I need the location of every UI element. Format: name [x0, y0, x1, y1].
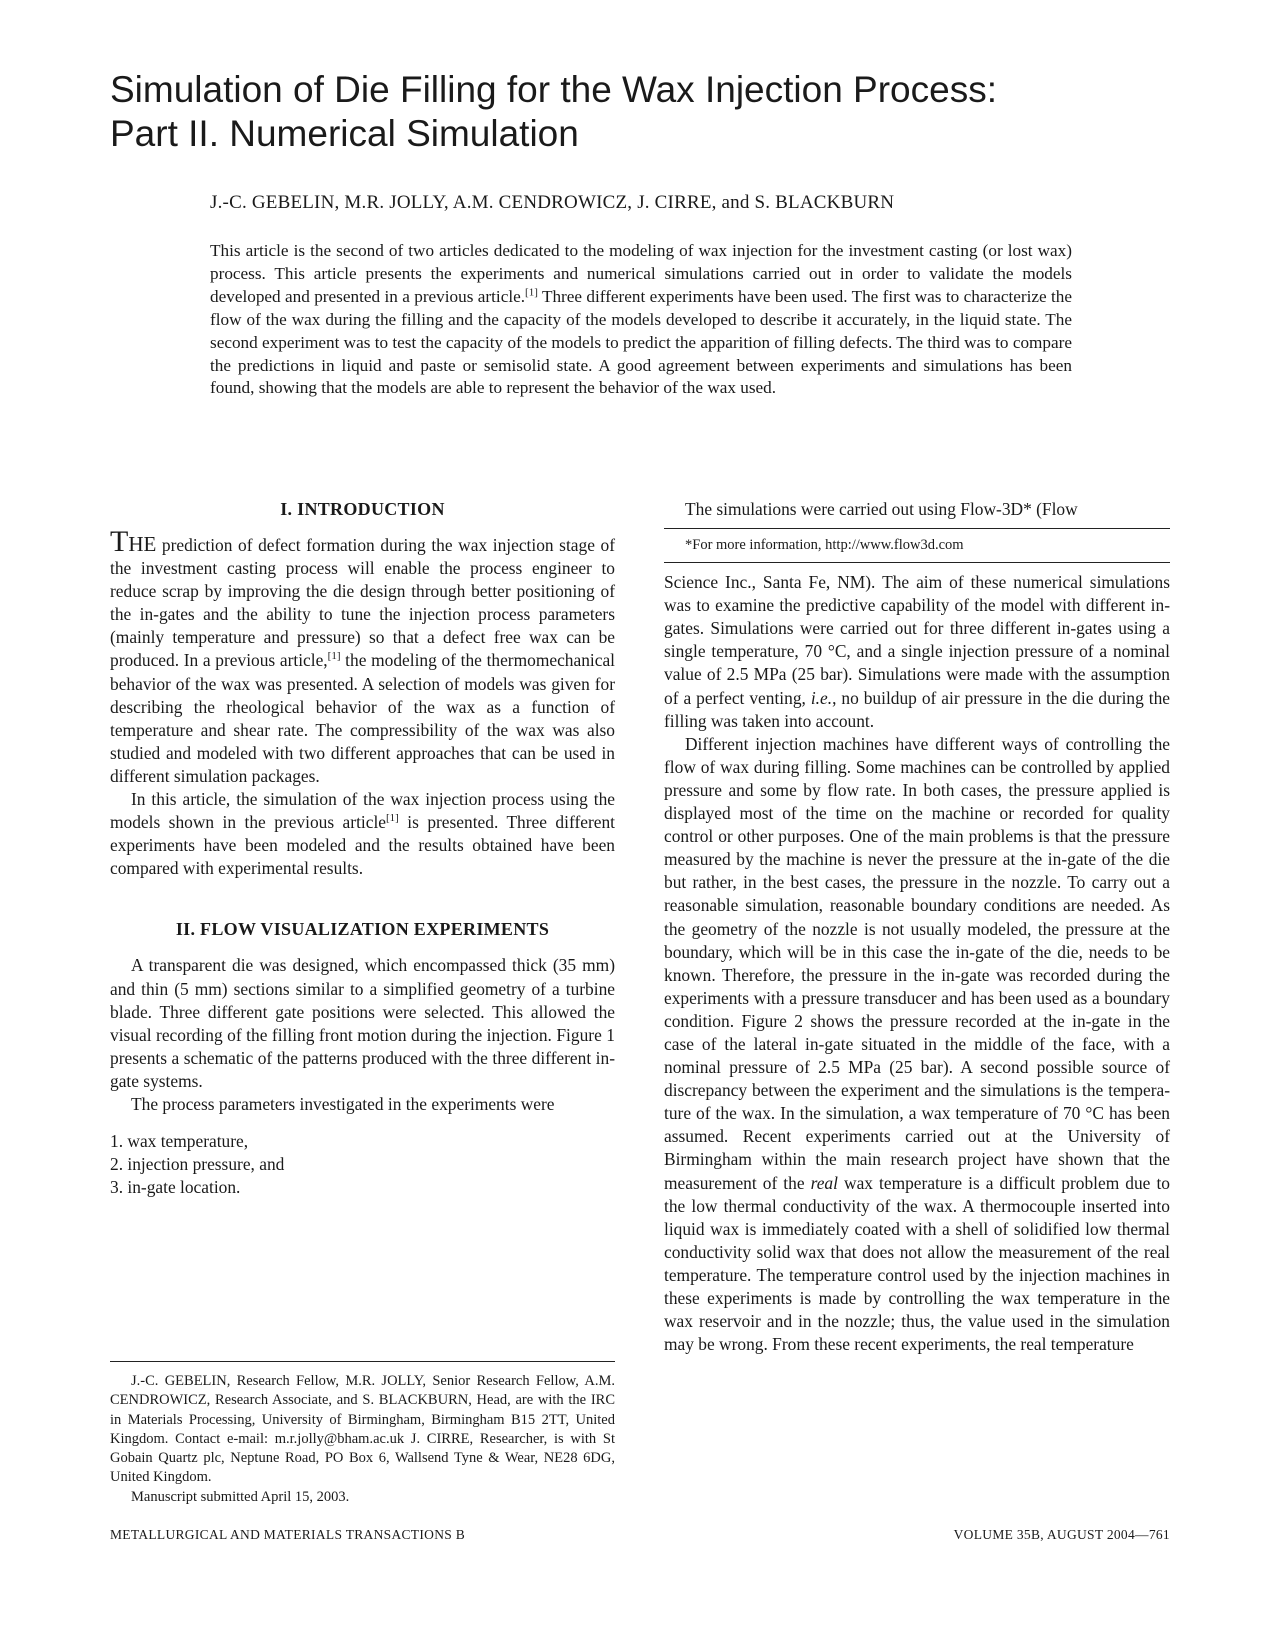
flow3d-footnote: [664, 528, 1170, 563]
abstract: [210, 240, 1072, 400]
right-p1-text-b: , no buildup of air pressure in the die during the filling was taken into account.: [664, 687, 1170, 731]
affiliation-text: J.-C. GEBELIN, Research Fellow, M.R. JOLLY, Senior Research Fellow, A.M. CENDROWICZ, Research Associate, and S. BLACKBURN, Head, are with the IRC in Materials Processing, University of Birmingham, Birmingham B15 2TT, United Kingdom. Contact e-mail: m.r.jolly@bham.ac.uk J. CIRRE, Researcher, is with St Gobain Quartz plc, Neptune Road, PO Box 6, Wallsend Tyne & Wear, NE28 6DG, United Kingdom.: [110, 1373, 615, 1486]
intro-paragraph-1: [110, 525, 615, 788]
section-heading-flow-visualization: II. FLOW VISUALIZATION EXPERIMENTS: [175, 919, 550, 940]
section-heading-introduction: I. INTRODUCTION: [280, 499, 445, 519]
intro-p1-text-b: the modeling of the thermomechanical behavior of the wax was presented. A selection of models was given for describing the rheological behavior of the wax as a function of temperature and shear rate. The compressibility of the wax was also studied and modeled with two different approaches that can be used in different simulation packages.: [110, 650, 615, 786]
citation-ref: [1]: [525, 286, 538, 299]
list-item: 3. in-gate location.: [110, 1177, 241, 1198]
drop-cap-rest: HE: [128, 532, 157, 556]
title-line-1: Simulation of Die Filling for the Wax Injection Process:: [110, 69, 997, 110]
title-line-2: Part II. Numerical Simulation: [110, 113, 579, 154]
manuscript-date: Manuscript submitted April 15, 2003.: [131, 1488, 350, 1505]
list-item: 2. injection pressure, and: [110, 1154, 285, 1175]
left-column: [110, 498, 615, 1199]
abstract-text-b: Three different experiments have been used. The first was to characterize the flow of the wax during the filling and the capacity of the models developed to describe it accurately, in the liquid state. The second experiment was to test the capacity of the models to predict the apparition of filling defects. The third was to compare the predictions in liquid and paste or semisolid state. A good agreement between experiments and simulations has been found, showing that the models are able to represent the behavior of the wax used.: [210, 286, 1072, 398]
drop-cap: T: [110, 525, 129, 558]
intro-p2-text-a: In this article, the simulation of the wax injection process using the models shown in the previous article: [110, 789, 615, 833]
flow-paragraph-1: A transparent die was designed, which encompassed thick (35 mm) and thin (5 mm) sections similar to a simplified geometry of a turbine blade. Three different gate positions were selected. This allowed the visual recording of the filling front motion during the injection. Figure 1 presents a schematic of the patterns produced with the three different in-gate systems.: [110, 955, 615, 1091]
volume-page-footer: VOLUME 35B, AUGUST 2004—761: [953, 1527, 1170, 1542]
footnote-text: *For more information, http://www.flow3d.com: [685, 537, 964, 554]
citation-ref: [1]: [327, 650, 341, 663]
abstract-text-a: This article is the second of two articles dedicated to the modeling of wax injection for the investment casting (or lost wax) process. This article presents the experiments and numerical simulations carried out in order to validate the models developed and presented in a previous article.: [210, 241, 1072, 306]
italic-ie: i.e.: [810, 687, 833, 708]
article-title: [110, 68, 1170, 156]
intro-p2-text-b: is presented. Three different experiments have been modeled and the results obtained have been compared with experimental results.: [110, 812, 615, 879]
intro-paragraph-2: [110, 788, 615, 880]
intro-p1-text-a: prediction of defect formation during the wax injection stage of the investment casting process will enable the process engineer to reduce scrap by improving the die design through better positioning of the in-gates and the ability to tune the injection process parameters (mainly temperature and pressure) so that a defect free wax can be produced. In a previous article,: [110, 535, 615, 671]
italic-real: real: [810, 1172, 838, 1193]
parameter-list: [110, 1130, 615, 1199]
flow-paragraph-2: The process parameters investigated in the experiments were: [131, 1093, 555, 1114]
right-p2-text-a: Different injection machines have different ways of controlling the flow of wax during filling. Some machines can be controlled by applied pressure and some by flow rate. In both cases, the pressure applied is displayed most of the time on the machine or recorded for quality control or other purposes. One of the main problems is that the pressure measured by the machine is never the pressure at the in-gate of the die but rather, in the best cases, the pressure in the nozzle. To carry out a reasonable simulation, reasonable boundary conditions are needed. As the geometry of the nozzle is not usually modeled, the pressure at the boundary, which will be in this case the in-gate of the die, needs to be known. Therefore, the pressure in the in-gate was recorded during the experiments with a pressure transducer and has been used as a boundary condition. Figure 2 shows the pressure recorded at the in-gate in the case of the lateral in-gate situated in the middle of the face, with a nominal pressure of 2.5 MPa (25 bar). A second possible source of discrepancy between the experiment and the simulations is the temperature of the wax. In the simulation, a wax temperature of 70 °C has been assumed. Recent experiments carried out at the University of Birmingham within the main research project have shown that the measurement of the: [664, 733, 1170, 1193]
right-paragraph-1: [664, 571, 1170, 733]
footnote-rule-bottom: [664, 562, 1170, 563]
right-paragraph-2: [664, 733, 1170, 1357]
author-list: J.-C. GEBELIN, M.R. JOLLY, A.M. CENDROWICZ, J. CIRRE, and S. BLACKBURN: [210, 192, 895, 213]
right-p1-text-a: Science Inc., Santa Fe, NM). The aim of these numerical simulations was to examine the predictive capability of the model with different in-gates. Simulations were carried out for three different in-gates using a single temperature, 70 °C, and a single injection pressure of a nominal value of 2.5 MPa (25 bar). Simulations were made with the assumption of a perfect venting,: [664, 572, 1170, 708]
author-affiliation-footnote: [110, 1361, 615, 1507]
right-p2-text-b: wax temperature is a difficult problem due to the low thermal conductivity of the wax. A thermocouple inserted into liquid wax is immediately coated with a shell of solidified low thermal conductivity solid wax that does not allow the measurement of the real temperature. The temperature control used by the injection machines in these experiments is made by controlling the wax temperature in the wax reservoir and in the nozzle; thus, the value used in the simulation may be wrong. From these recent experiments, the real temperature: [664, 1172, 1170, 1355]
right-column: [664, 498, 1170, 1356]
citation-ref: [1]: [386, 812, 399, 825]
right-paragraph-0: The simulations were carried out using Flow-3D* (Flow: [685, 499, 1078, 519]
list-item: 1. wax temperature,: [110, 1131, 249, 1152]
journal-name-footer: METALLURGICAL AND MATERIALS TRANSACTIONS B: [110, 1527, 466, 1542]
